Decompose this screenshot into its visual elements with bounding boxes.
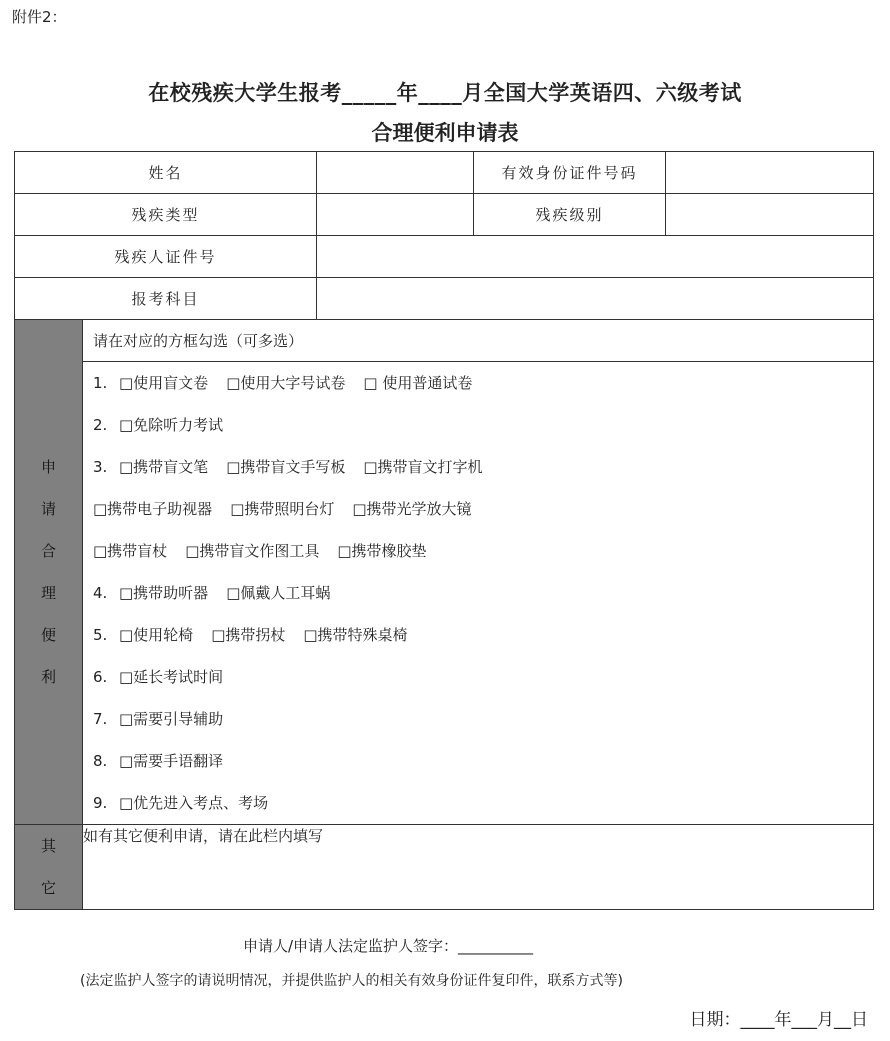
option-row xyxy=(83,404,873,446)
checkbox-option[interactable]: □需要手语翻译 xyxy=(119,752,224,770)
checkbox-option[interactable]: □携带特殊桌椅 xyxy=(303,626,408,644)
date-line: 日期：____年___月__日 xyxy=(689,1010,868,1030)
checkbox-option[interactable]: □使用大字号试卷 xyxy=(226,374,346,392)
option-row xyxy=(83,362,873,404)
checkbox-option[interactable]: □携带盲文笔 xyxy=(119,458,209,476)
side-label-char: 请 xyxy=(40,500,56,518)
disability-type-value-cell[interactable] xyxy=(317,194,474,236)
option-row xyxy=(83,446,873,488)
option-number: 9. xyxy=(93,794,108,812)
checkbox-option[interactable]: □携带盲文作图工具 xyxy=(185,542,320,560)
row-disability xyxy=(15,194,874,236)
subject-label: 报考科目 xyxy=(15,278,317,320)
option-row xyxy=(83,572,873,614)
option-row xyxy=(83,656,873,698)
side-label-char: 合 xyxy=(40,542,56,560)
option-number: 6. xyxy=(93,668,108,686)
option-number: 1. xyxy=(93,374,108,392)
checkbox-option[interactable]: □携带盲文打字机 xyxy=(363,458,483,476)
other-side-label xyxy=(15,825,83,910)
side-label-char: 它 xyxy=(40,879,56,897)
option-row xyxy=(83,488,873,530)
option-row xyxy=(83,530,873,572)
disability-cert-label: 残疾人证件号 xyxy=(15,236,317,278)
apply-side-chars xyxy=(15,446,82,698)
application-form-table xyxy=(14,151,874,910)
side-label-char: 申 xyxy=(40,458,56,476)
option-row xyxy=(83,782,873,824)
apply-side-label xyxy=(15,320,83,825)
row-cert xyxy=(15,236,874,278)
disability-type-label: 残疾类型 xyxy=(15,194,317,236)
checkbox-option[interactable]: □使用盲文卷 xyxy=(119,374,209,392)
other-instruction[interactable]: 如有其它便利申请，请在此栏内填写 xyxy=(83,825,874,910)
apply-instruction: 请在对应的方框勾选（可多选） xyxy=(83,320,874,362)
form-title: 在校残疾大学生报考_____年____月全国大学英语四、六级考试 xyxy=(148,81,742,105)
option-number: 4. xyxy=(93,584,108,602)
option-number: 7. xyxy=(93,710,108,728)
option-row xyxy=(83,698,873,740)
checkbox-option[interactable]: □携带拐杖 xyxy=(211,626,286,644)
option-number: 3. xyxy=(93,458,108,476)
other-side-chars xyxy=(15,825,82,909)
checkbox-option[interactable]: □携带橡胶垫 xyxy=(337,542,427,560)
attachment-label: 附件2： xyxy=(12,8,67,26)
options-cell xyxy=(83,362,874,825)
checkbox-option[interactable]: □携带盲杖 xyxy=(93,542,168,560)
subject-value-cell[interactable] xyxy=(317,278,874,320)
guardian-note: (法定监护人签字的请说明情况，并提供监护人的相关有效身份证件复印件，联系方式等) xyxy=(80,973,623,989)
side-label-char: 其 xyxy=(40,837,56,855)
option-row xyxy=(83,740,873,782)
checkbox-option[interactable]: □携带照明台灯 xyxy=(230,500,335,518)
checkbox-option[interactable]: □需要引导辅助 xyxy=(119,710,224,728)
checkbox-option[interactable]: □使用轮椅 xyxy=(119,626,194,644)
side-label-char: 理 xyxy=(40,584,56,602)
disability-level-label: 残疾级别 xyxy=(474,194,666,236)
checkbox-option[interactable]: □延长考试时间 xyxy=(119,668,224,686)
side-label-char: 利 xyxy=(40,668,56,686)
signature-line: 申请人/申请人法定监护人签字：__________ xyxy=(243,937,534,955)
checkbox-option[interactable]: □ 使用普通试卷 xyxy=(363,374,473,392)
checkbox-option[interactable]: □携带助听器 xyxy=(119,584,209,602)
option-row xyxy=(83,614,873,656)
option-number: 2. xyxy=(93,416,108,434)
name-value-cell[interactable] xyxy=(317,152,474,194)
row-name-id xyxy=(15,152,874,194)
form-subtitle: 合理便利申请表 xyxy=(371,121,519,145)
name-label: 姓名 xyxy=(15,152,317,194)
checkbox-option[interactable]: □优先进入考点、考场 xyxy=(119,794,269,812)
checkbox-option[interactable]: □免除听力考试 xyxy=(119,416,224,434)
row-other xyxy=(15,825,874,910)
row-instruction xyxy=(15,320,874,362)
option-number: 8. xyxy=(93,752,108,770)
option-number: 5. xyxy=(93,626,108,644)
id-number-value-cell[interactable] xyxy=(666,152,874,194)
disability-cert-value-cell[interactable] xyxy=(317,236,874,278)
checkbox-option[interactable]: □携带盲文手写板 xyxy=(226,458,346,476)
checkbox-option[interactable]: □携带光学放大镜 xyxy=(352,500,472,518)
row-subject xyxy=(15,278,874,320)
checkbox-option[interactable]: □佩戴人工耳蜗 xyxy=(226,584,331,602)
row-options xyxy=(15,362,874,825)
side-label-char: 便 xyxy=(40,626,56,644)
id-number-label: 有效身份证件号码 xyxy=(474,152,666,194)
disability-level-value-cell[interactable] xyxy=(666,194,874,236)
checkbox-option[interactable]: □携带电子助视器 xyxy=(93,500,213,518)
